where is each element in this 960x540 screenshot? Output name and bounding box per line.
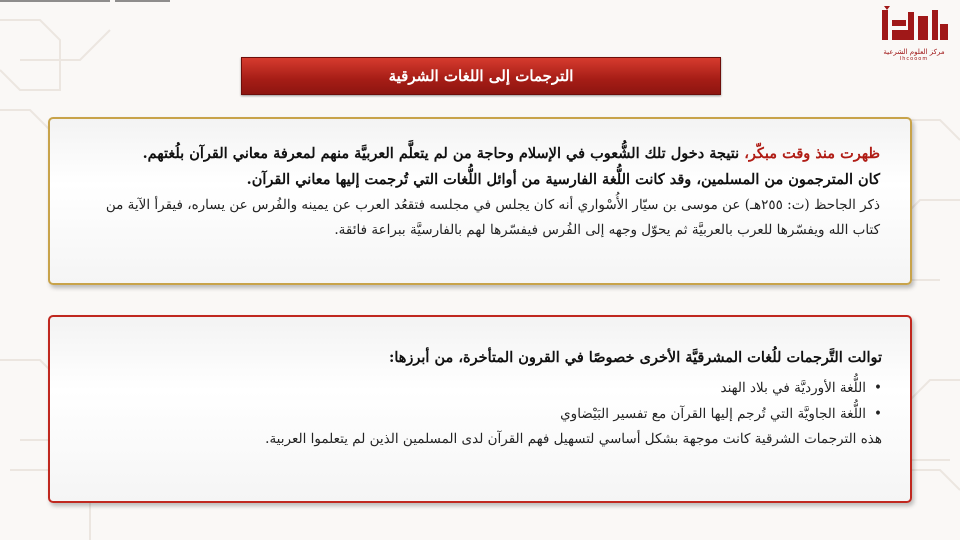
content-box-eastern-languages xyxy=(48,315,912,503)
logo-subtitle: مركز العلوم الشرعية xyxy=(883,48,945,56)
content-box-early-translations xyxy=(48,117,912,285)
box1-line2: كان المترجمون من المسلمين، وقد كانت اللُّغة الفارسية من أوائل اللُّغات التي تُرجمت إليها معاني القرآن. xyxy=(246,171,880,188)
list-item: • اللُّغة الجاويَّة التي تُرجم إليها القرآن مع تفسير البَيْضاوي xyxy=(86,401,882,427)
logo-mark-icon xyxy=(878,6,950,46)
logo-tagline: Ihcooom xyxy=(899,56,929,62)
box2-heading: توالت التَّرجمات للُغات المشرقيَّة الأخرى خصوصًا في القرون المتأخرة، من أبرزها: xyxy=(388,349,882,366)
slide-title: الترجمات إلى اللغات الشرقية xyxy=(241,57,721,95)
box1-line1-text: نتيجة دخول تلك الشُّعوب في الإسلام وحاجة من لم يتعلَّم العربيَّة منهم لمعرفة معاني القرآن بلُغتهم. xyxy=(142,145,745,162)
box1-line1 xyxy=(86,141,880,167)
corner-decoration xyxy=(0,0,170,6)
box1-highlight: ظهرت منذ وقت مبكّر، xyxy=(744,145,880,162)
box2-footer: هذه الترجمات الشرقية كانت موجهة بشكل أساسي لتسهيل فهم القرآن لدى المسلمين الذين لم يتعلموا العربية. xyxy=(265,431,882,447)
brand-logo xyxy=(878,6,950,70)
language-list xyxy=(86,375,882,427)
list-item: • اللُّغة الأورديَّة في بلاد الهند xyxy=(86,375,882,401)
box1-line3: ذكر الجاحظ (ت: ٢٥٥هـ) عن موسى بن سيّار الأُسْواري أنه كان يجلس في مجلسه فتقعُد العرب عن يمينه والفُرس عن يساره، فيقرأ الآية من كتاب الله ويفسّرها للعرب بالعربيَّة ثم يحوّل وجهه إلى الفُرس فيفسّرها لهم بالفارسيَّة ببراعة فائقة. xyxy=(105,197,880,238)
